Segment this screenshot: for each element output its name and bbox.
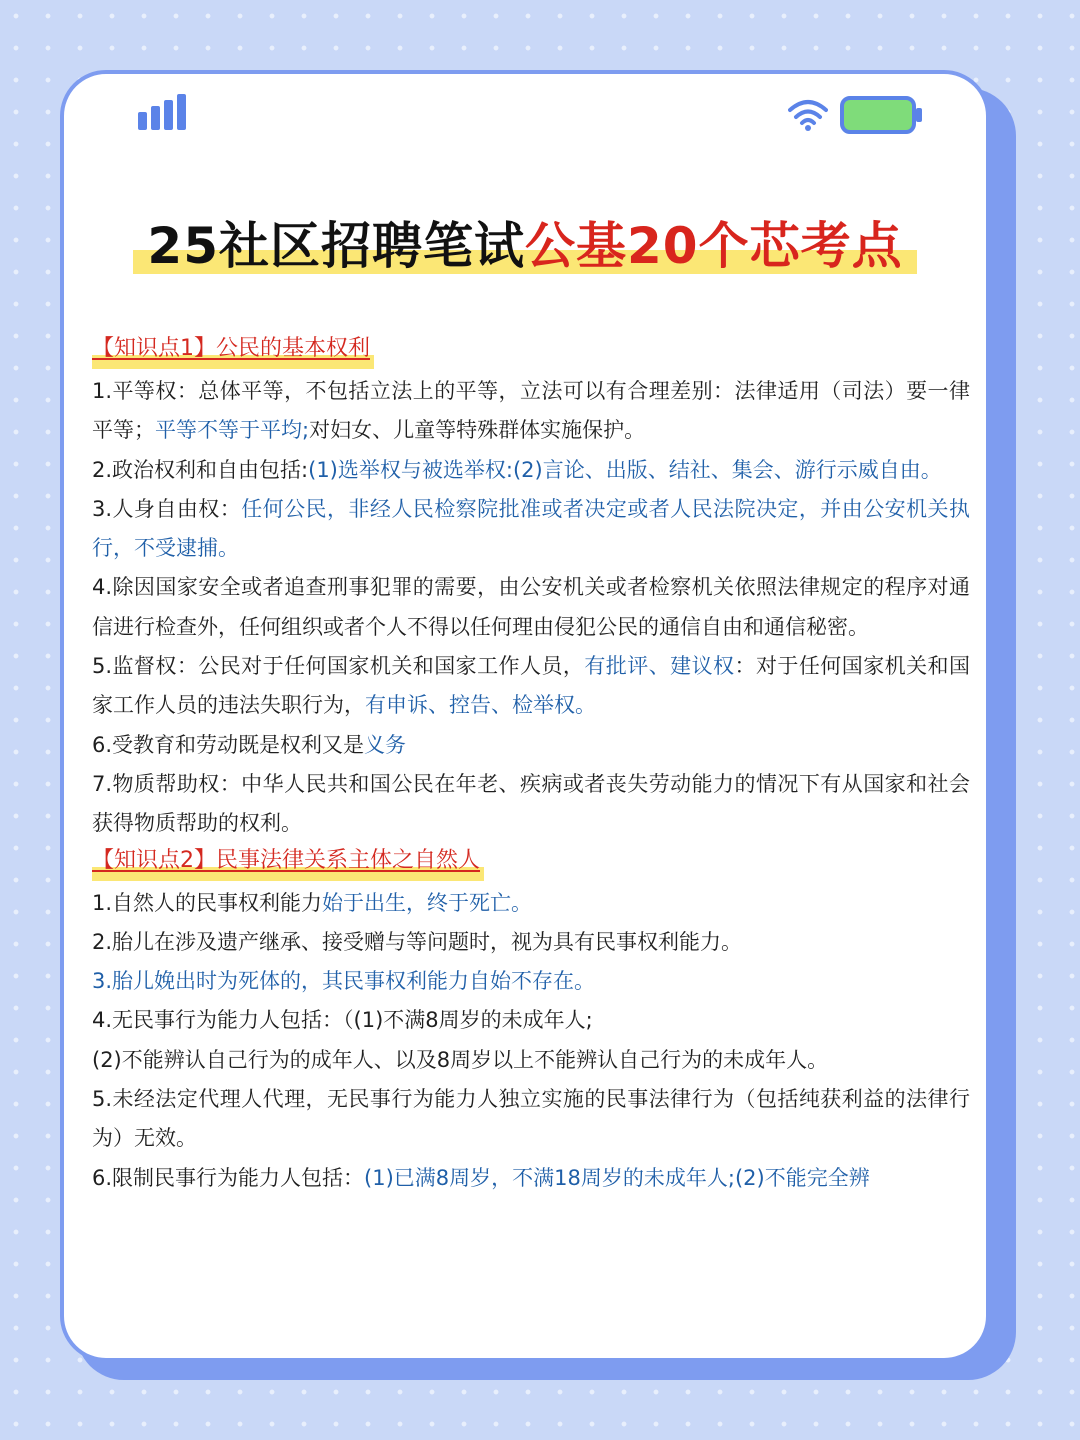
highlight-text: 任何公民，非经人民检察院批准或者决定或者人民法院决定，并由公安机关执行，不受逮捕。 [92,496,970,561]
highlight-text: 平等不等于平均; [155,418,310,443]
phone-card [60,70,990,1362]
highlight-text: 有批评、建议权 [584,654,735,679]
highlight-text: 有申诉、控告、检举权。 [365,693,596,718]
highlight-text: 3.胎儿娩出时为死体的，其民事权利能力自始不存在。 [92,969,596,994]
body-text: 6.受教育和劳动既是权利又是 [92,732,365,757]
knowledge-item [92,1041,970,1080]
signal-bars-icon [138,94,186,132]
highlight-text: 义务 [364,732,407,757]
wifi-icon [788,98,828,132]
title-red: 公基20个芯考点 [525,217,903,275]
body-text: 4.无民事行为能力人包括：（(1)不满8周岁的未成年人; [92,1008,593,1033]
knowledge-item [92,962,970,1001]
body-text: 4.除因国家安全或者追查刑事犯罪的需要，由公安机关或者检察机关依照法律规定的程序对通信进行检查外，任何组织或者个人不得以任何理由侵犯公民的通信自由和通信秘密。 [92,575,970,639]
page-title [133,214,916,278]
knowledge-item [92,1080,970,1159]
title-black: 25社区招聘笔试 [147,217,525,275]
knowledge-item [92,765,970,844]
knowledge-item [92,1159,970,1198]
body-text: 2.胎儿在涉及遗产继承、接受赠与等问题时，视为具有民事权利能力。 [92,929,743,954]
knowledge-content [92,332,970,1198]
knowledge-item [92,923,970,962]
body-text: 6.限制民事行为能力人包括： [92,1165,365,1190]
body-text: 对妇女、儿童等特殊群体实施保护。 [309,418,646,443]
highlight-text: (1)已满8周岁，不满18周岁的未成年人;(2)不能完全辨 [364,1165,870,1190]
section-heading: 【知识点2】民事法律关系主体之自然人 [92,844,484,884]
battery-icon [840,96,924,134]
knowledge-item [92,726,970,765]
highlight-text: (1)选举权与被选举权:(2)言论、出版、结社、集会、游行示威自由。 [308,457,942,482]
title-wrap [64,214,986,278]
body-text: 5.监督权：公民对于任何国家机关和国家工作人员， [92,654,585,679]
body-text: 1.平等权：总体平等，不包括立法上的平等，立法可以有合理差别：法律适用（司法）要一律平等； [92,379,970,443]
knowledge-item [92,647,970,726]
body-text: 3.人身自由权： [92,496,242,521]
knowledge-item [92,451,970,490]
knowledge-item [92,1001,970,1040]
knowledge-item [92,568,970,647]
knowledge-item [92,884,970,923]
body-text: 2.政治权利和自由包括: [92,457,309,482]
knowledge-item [92,372,970,451]
highlight-text: 始于出生，终于死亡。 [322,890,533,915]
body-text: ：对于任何国家机关和国家工作人员的违法失职行为， [92,654,971,718]
knowledge-item [92,490,970,569]
section-heading: 【知识点1】公民的基本权利 [92,332,374,372]
body-text: 5.未经法定代理人代理，无民事行为能力人独立实施的民事法律行为（包括纯获利益的法律行为）无效。 [92,1087,970,1151]
body-text: 7.物质帮助权：中华人民共和国公民在年老、疾病或者丧失劳动能力的情况下有从国家和社会获得物质帮助的权利。 [92,771,970,836]
body-text: (2)不能辨认自己行为的成年人、以及8周岁以上不能辨认自己行为的未成年人。 [92,1047,829,1072]
body-text: 1.自然人的民事权利能力 [92,890,323,915]
